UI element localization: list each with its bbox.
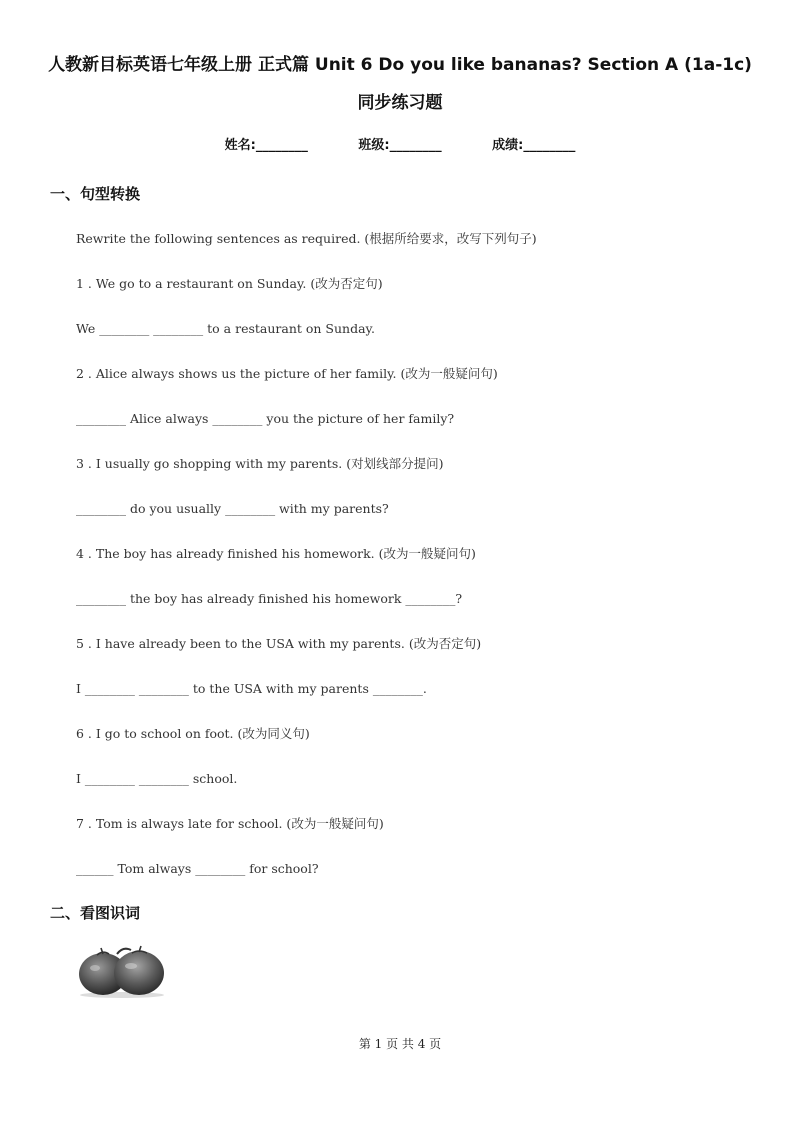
answer-line-6: I ________ ________ school. xyxy=(76,771,238,786)
question-2: 2 . Alice always shows us the picture of her family. (改为一般疑问句) xyxy=(76,366,498,381)
question-6: 6 . I go to school on foot. (改为同义句) xyxy=(76,726,310,741)
document-title: 人教新目标英语七年级上册 正式篇 Unit 6 Do you like bananas? Section A (1a-1c) 同步练习题 xyxy=(48,55,752,113)
student-info xyxy=(0,134,800,153)
tomato-image xyxy=(77,942,167,998)
score-field: 成绩:________ xyxy=(492,138,576,153)
question-7: 7 . Tom is always late for school. (改为一般疑问句) xyxy=(76,816,384,831)
question-4: 4 . The boy has already finished his homework. (改为一般疑问句) xyxy=(76,546,476,561)
name-field: 姓名:________ xyxy=(224,138,308,153)
class-field: 班级:________ xyxy=(358,138,442,153)
answer-line-1: We ________ ________ to a restaurant on Sunday. xyxy=(76,321,375,336)
answer-line-3: ________ do you usually ________ with my parents? xyxy=(76,501,389,516)
answer-line-7: ______ Tom always ________ for school? xyxy=(76,861,319,876)
answer-line-2: ________ Alice always ________ you the picture of her family? xyxy=(76,411,455,426)
question-5: 5 . I have already been to the USA with my parents. (改为否定句) xyxy=(76,636,482,651)
page-footer: 第 1 页 共 4 页 xyxy=(358,1037,442,1051)
question-3: 3 . I usually go shopping with my parents. (对划线部分提问) xyxy=(76,456,444,471)
answer-line-5: I ________ ________ to the USA with my parents ________. xyxy=(76,681,427,696)
answer-line-4: ________ the boy has already finished his homework ________? xyxy=(76,591,463,606)
section-1-heading: 一、句型转换 xyxy=(50,185,141,203)
question-1: 1 . We go to a restaurant on Sunday. (改为否定句) xyxy=(76,276,383,291)
section-2-heading: 二、看图识词 xyxy=(50,904,141,922)
section-1-instruction: Rewrite the following sentences as required. (根据所给要求，改写下列句子) xyxy=(76,231,537,246)
